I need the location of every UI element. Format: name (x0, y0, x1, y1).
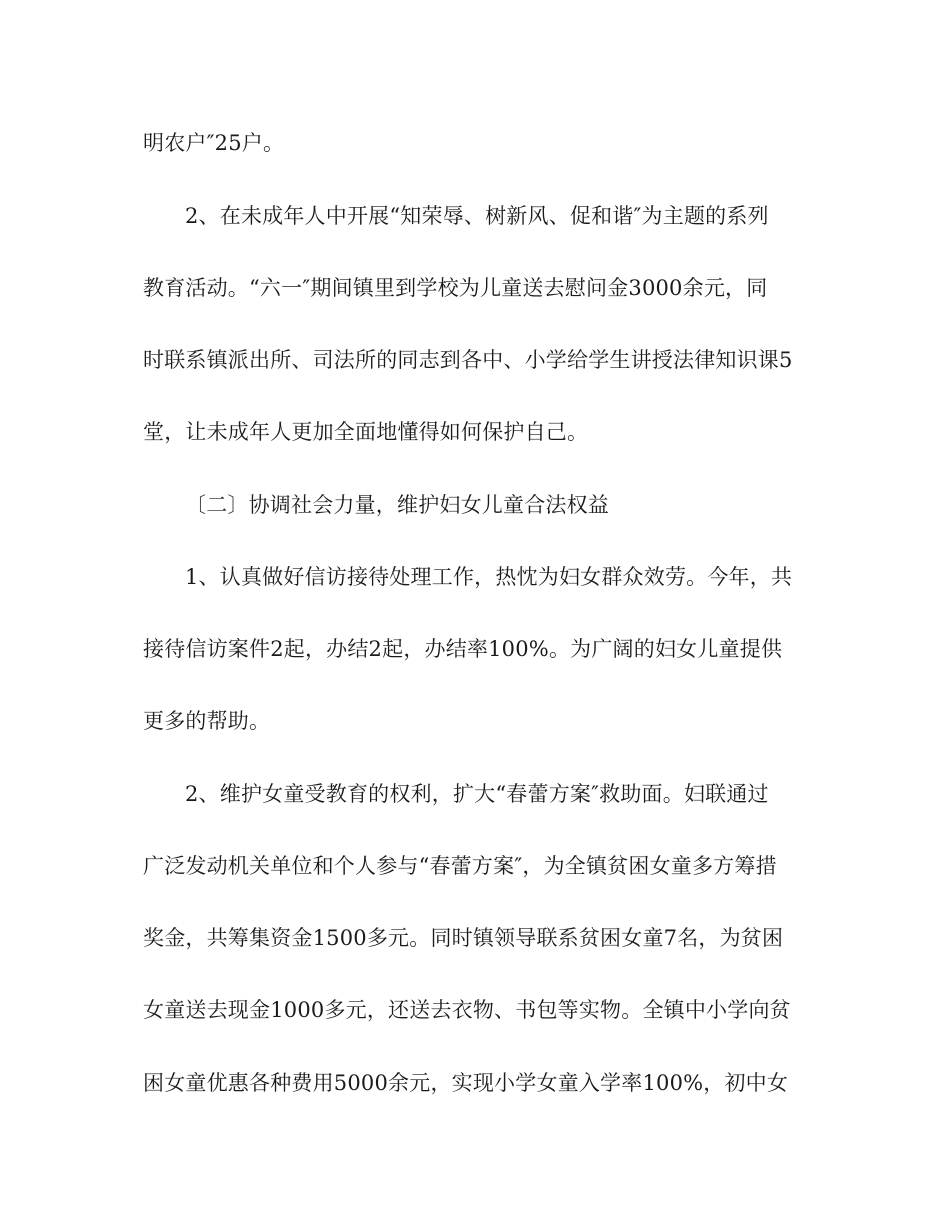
text-line-2: 2、在未成年人中开展“知荣辱、树新风、促和谐″为主题的系列 (185, 204, 769, 228)
text-line-12: 奖金，共筹集资金1500多元。同时镇领导联系贫困女童7名，为贫困 (143, 926, 784, 950)
text-line-4: 时联系镇派出所、司法所的同志到各中、小学给学生讲授法律知识课5 (143, 348, 793, 372)
text-line-5: 堂，让未成年人更加全面地懂得如何保护自己。 (143, 420, 589, 444)
text-line-8: 接待信访案件2起，办结2起，办结率100%。为广阔的妇女儿童提供 (143, 637, 783, 661)
text-line-10: 2、维护女童受教育的权利，扩大“春蕾方案″救助面。妇联通过 (185, 782, 769, 806)
text-line-9: 更多的帮助。 (143, 709, 271, 733)
text-line-13: 女童送去现金1000多元，还送去衣物、书包等实物。全镇中小学向贫 (143, 998, 791, 1022)
text-line-11: 广泛发动机关单位和个人参与“春蕾方案″，为全镇贫困女童多方筹措 (143, 854, 777, 878)
text-line-3: 教育活动。“六一″期间镇里到学校为儿童送去慰问金3000余元，同 (143, 276, 768, 300)
text-line-7: 1、认真做好信访接待处理工作，热忱为妇女群众效劳。今年，共 (185, 565, 793, 589)
text-line-1: 明农户″25户。 (143, 131, 285, 155)
text-line-14: 困女童优惠各种费用5000余元，实现小学女童入学率100%，初中女 (143, 1071, 789, 1095)
section-heading: 〔二〕协调社会力量，维护妇女儿童合法权益 (185, 493, 609, 517)
